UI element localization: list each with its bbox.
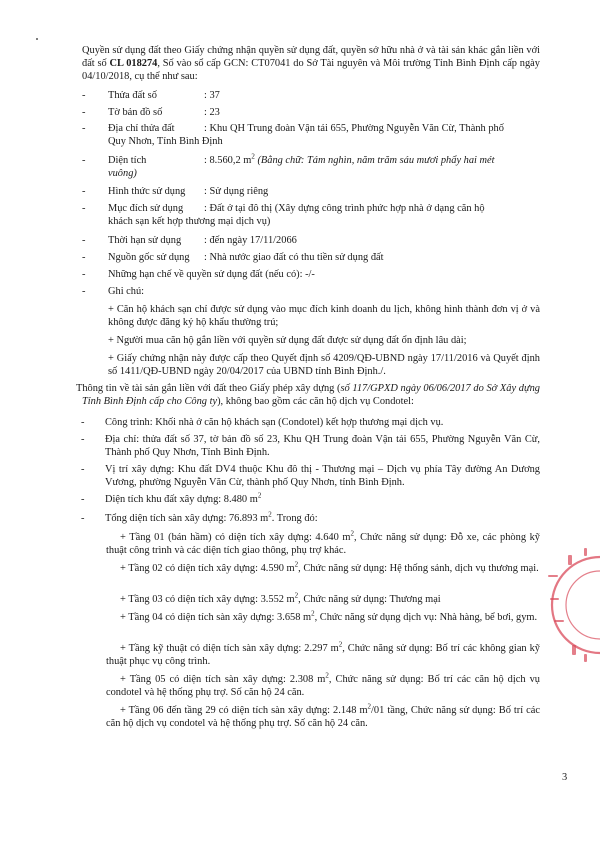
land-area-text: Diện tích khu đất xây dựng: 8.480 m: [105, 494, 258, 505]
row-usage-purpose: - Mục đích sử dụng : Đất ở tại đô thị (Xây dựng công trình phức hợp nhà ở dạng căn hộ khách sạn kết hợp thương mại dịch vụ): [82, 202, 540, 230]
asset-intro-text: Thông tin về tài sản gắn liền với đất theo Giấy phép xây dựng (: [76, 383, 341, 394]
certificate-number: CL 018274: [109, 58, 158, 69]
row-label: Nguồn gốc sử dụng: [108, 252, 190, 263]
note-item: + Giấy chứng nhận này được cấp theo Quyết định số 4209/QĐ-UBND ngày 17/11/2016 và Quyết định số 1411/QĐ-UBND ngày 20/04/2017 của UBND tỉnh Bình Định./.: [108, 353, 540, 377]
row-label: Hình thức sử dụng: [108, 186, 186, 197]
floor-area-text: Tổng diện tích sàn xây dựng: 76.893 m: [105, 513, 269, 524]
area-value: : 8.560,2 m: [204, 155, 252, 166]
row-label: Những hạn chế về quyền sử dụng đất (nếu có): -/-: [108, 269, 315, 280]
row-label: Ghi chú:: [108, 286, 145, 297]
unit-sup: 2: [257, 491, 262, 500]
asset-text: Công trình: Khối nhà ở căn hộ khách sạn (Condotel) kết hợp thương mại dịch vụ.: [105, 417, 444, 428]
row-value: : 23: [204, 107, 220, 118]
row-value-continued: khách sạn kết hợp thương mại dịch vụ): [108, 216, 271, 227]
floor-item: + Tầng 03 có diện tích xây dựng: 3.552 $m^2$, Chức năng sử dụng: Thương mại: [120, 591, 441, 605]
row-label: Mục đích sử dụng: [108, 203, 184, 214]
intro-text: Quyền sử dụng đất theo Giấy chứng nhận quyền sử dụng đất, quyền sở hữu nhà ở và tài sản khác gắn liền với đất số: [82, 45, 540, 69]
scan-speck: [36, 38, 38, 40]
unit-sup: 2: [268, 510, 272, 519]
asset-text: Vị trí xây dựng: Khu đất DV4 thuộc Khu đô thị - Thương mại – Dịch vụ phía Tây đường An Dương Vương, phường Nguyễn Văn Cừ, thành phố Quy Nhơn, tỉnh Bình Định.: [105, 464, 540, 488]
row-value: : Nhà nước giao đất có thu tiền sử dụng đất: [204, 252, 384, 263]
floor-item: + Tầng 05 có diện tích sàn xây dựng: 2.308 $m^2$, Chức năng sử dụng: Bố trí các căn hộ dịch vụ condotel và hệ thống phụ trợ. Số căn hộ 24 căn.: [106, 671, 540, 698]
asset-item: - Vị trí xây dựng: Khu đất DV4 thuộc Khu đô thị - Thương mại – Dịch vụ phía Tây đường An Dương Vương, phường Nguyễn Văn Cừ, thành phố Quy Nhơn, tỉnh Bình Định.: [81, 464, 540, 488]
asset-item: - Công trình: Khối nhà ở căn hộ khách sạn (Condotel) kết hợp thương mại dịch vụ.: [81, 417, 444, 428]
row-label: Địa chỉ thửa đất: [108, 123, 175, 134]
row-value-continued: vuông): [108, 168, 137, 179]
asset-text: Địa chỉ: thửa đất số 37, tờ bản đồ số 23, Khu QH Trung đoàn Vận tải 655, Phường Nguyễn Văn Cừ, Thành phố Quy Nhơn, Tỉnh Bình Định.: [105, 434, 540, 458]
floor-area-text-end: . Trong đó:: [271, 513, 318, 524]
row-label: Thửa đất số: [108, 90, 157, 101]
document-page: Quyền sử dụng đất theo Giấy chứng nhận quyền sử dụng đất, quyền sở hữu nhà ở và tài sản khác gắn liền với đất số CL 018274, Số vào sổ cấp GCN: CT07041 do Sở Tài nguyên và Môi trường Tỉnh Bình Định cấp ngày 04/10/2018, cụ thể như sau: - Thửa đất số : 37 - Tờ bản đồ số : 23 - Địa chỉ thửa đất : Khu QH Trung đoàn Vận tải 655, Phường Nguyễn Văn Cừ, Thành phố Quy Nhơn, Tỉnh Bình Định - Diện tích : 8.560,2 $m^2$ (Bằng chữ: Tám nghìn, năm trăm sáu mươi phẩy hai mét vuông) - Hình thức sử dụng : Sử dụng riêng - Mục đích sử dụng : Đất ở tại đô thị (Xây dựng công trình phức hợp nhà ở dạng căn hộ khách sạn kết hợp thương mại dịch vụ) - Thời hạn sử dụng : đến ngày 17/11/2066 - Nguồn gốc sử dụng : Nhà nước giao đất có thu tiền sử dụng đất - Những hạn chế về quyền sử dụng đất (nếu có): -/- - Ghi chú: + Căn hộ khách sạn chỉ được sử dụng vào mục đích kinh doanh du lịch, không hình thành đơn vị ở và không được đăng ký hộ khẩu thường trú; + Người mua căn hộ gắn liền với quyền sử dụng đất được sử dụng đất ổn định lâu dài; + Giấy chứng nhận này được cấp theo Quyết định số 4209/QĐ-UBND ngày 17/11/2016 và Quyết định số 1411/QĐ-UBND ngày 20/04/2017 của UBND tỉnh Bình Định./. Thông tin về tài sản gắn liền với đất theo Giấy phép xây dựng (số 117/GPXD ngày 06/06/2017 do Sở Xây dựng Tỉnh Bình Định cấp cho Công ty), không bao gồm các căn hộ dịch vụ Condotel: - Công trình: Khối nhà ở căn hộ khách sạn (Condotel) kết hợp thương mại dịch vụ. - Địa chỉ: thửa đất số 37, tờ bản đồ số 23, Khu QH Trung đoàn Vận tải 655, Phường Nguyễn Văn Cừ, Thành phố Quy Nhơn, Tỉnh Bình Định. - Vị trí xây dựng: Khu đất DV4 thuộc Khu đô thị - Thương mại – Dịch vụ phía Tây đường An Dương Vương, phường Nguyễn Văn Cừ, thành phố Quy Nhơn, tỉnh Bình Định. - Diện tích khu đất xây dựng: 8.480 $m^2$ - Tổng diện tích sàn xây dựng: 76.893 $m^2$. Trong đó: + Tầng 01 (bán hầm) có diện tích xây dựng: 4.640 $m^2$, Chức năng sử dụng: Đỗ xe, các phòng kỹ thuật công trình và các diện tích giao thông, phụ trợ khác. + Tầng 02 có diện tích xây dựng: 4.590 $m^2$, Chức năng sử dụng: Hệ thống sảnh, dịch vụ thương mại. + Tầng 03 có diện tích xây dựng: 3.552 $m^2$, Chức năng sử dụng: Thương mại + Tầng 04 có diện tích sàn xây dựng: 3.658 $m^2$, Chức năng sử dụng dịch vụ: Nhà hàng, bể bơi, gym. + Tầng kỹ thuật có diện tích sàn xây dựng: 2.297 $m^2$, Chức năng sử dụng: Bố trí các không gian kỹ thuật phục vụ công trình. + Tầng 05 có diện tích sàn xây dựng: 2.308 $m^2$, Chức năng sử dụng: Bố trí các căn hộ dịch vụ condotel và hệ thống phụ trợ. Số căn hộ 24 căn. + Tầng 06 đến tầng 29 có diện tích sàn xây dựng: 2.148 $m^2/01$ tầng, Chức năng sử dụng: Bố trí các căn hộ dịch vụ condotel và hệ thống phụ trợ. Số căn hộ 24 căn. 3: [0, 0, 600, 849]
area-in-words: (Bằng chữ: Tám nghìn, năm trăm sáu mươi phẩy hai mét: [254, 155, 495, 166]
row-label: Thời hạn sử dụng: [108, 235, 182, 246]
seal-stamp: [548, 520, 600, 690]
area-unit-sup: 2: [251, 152, 255, 161]
row-value: : 37: [204, 90, 220, 101]
asset-intro-paragraph: [76, 382, 541, 408]
page-number: 3: [562, 772, 568, 783]
row-area: - Diện tích : 8.560,2 $m^2$ (Bằng chữ: Tám nghìn, năm trăm sáu mươi phẩy hai mét vuông): [82, 154, 540, 182]
row-value-continued: Quy Nhơn, Tỉnh Bình Định: [108, 136, 223, 147]
row-value: : đến ngày 17/11/2066: [204, 235, 297, 246]
row-value: : Khu QH Trung đoàn Vận tải 655, Phường Nguyễn Văn Cừ, Thành phố: [204, 123, 504, 134]
asset-land-area: - Diện tích khu đất xây dựng: 8.480 $m^2$: [81, 491, 262, 505]
permit-reference: số 117/GPXD ngày 06/06/2017 do Sở Xây dựng Tỉnh Bình Định cấp cho Công ty: [82, 383, 541, 407]
row-value: [204, 154, 540, 167]
asset-intro-text-end: ), không bao gồm các căn hộ dịch vụ Condotel:: [217, 396, 414, 407]
floor-item: + Tầng 01 (bán hầm) có diện tích xây dựng: 4.640 $m^2$, Chức năng sử dụng: Đỗ xe, các phòng kỹ thuật công trình và các diện tích giao thông, phụ trợ khác.: [106, 529, 540, 556]
row-value: : Đất ở tại đô thị (Xây dựng công trình phức hợp nhà ở dạng căn hộ: [204, 203, 485, 214]
floor-item: + Tầng kỹ thuật có diện tích sàn xây dựng: 2.297 $m^2$, Chức năng sử dụng: Bố trí các không gian kỹ thuật phục vụ công trình.: [106, 640, 540, 667]
note-item: + Người mua căn hộ gắn liền với quyền sử dụng đất được sử dụng đất ổn định lâu dài;: [108, 335, 467, 346]
row-label: Tờ bản đồ số: [108, 107, 163, 118]
row-value: : Sử dụng riêng: [204, 186, 269, 197]
floor-item: + Tầng 06 đến tầng 29 có diện tích sàn xây dựng: 2.148 $m^2/01$ tầng, Chức năng sử dụng: Bố trí các căn hộ dịch vụ condotel và hệ thống phụ trợ. Số căn hộ 24 căn.: [106, 702, 540, 729]
floor-item: + Tầng 04 có diện tích sàn xây dựng: 3.658 $m^2$, Chức năng sử dụng dịch vụ: Nhà hàng, bể bơi, gym.: [120, 609, 538, 623]
asset-item: - Địa chỉ: thửa đất số 37, tờ bản đồ số 23, Khu QH Trung đoàn Vận tải 655, Phường Nguyễn Văn Cừ, Thành phố Quy Nhơn, Tỉnh Bình Định.: [81, 434, 540, 458]
intro-text-end: , Số vào sổ cấp GCN: CT07041 do Sở Tài nguyên và Môi trường Tỉnh Bình Định cấp ngày 04/10/2018, cụ thể như sau:: [82, 58, 540, 82]
row-address: - Địa chỉ thửa đất : Khu QH Trung đoàn Vận tải 655, Phường Nguyễn Văn Cừ, Thành phố Quy Nhơn, Tỉnh Bình Định: [82, 122, 540, 150]
asset-floor-area: - Tổng diện tích sàn xây dựng: 76.893 $m^2$. Trong đó:: [81, 510, 318, 524]
row-label: Diện tích: [108, 155, 147, 166]
intro-paragraph: [82, 44, 540, 83]
floor-item: + Tầng 02 có diện tích xây dựng: 4.590 $m^2$, Chức năng sử dụng: Hệ thống sảnh, dịch vụ thương mại.: [120, 560, 539, 574]
note-item: + Căn hộ khách sạn chỉ được sử dụng vào mục đích kinh doanh du lịch, không hình thành đơn vị ở và không được đăng ký hộ khẩu thường trú;: [108, 304, 540, 328]
